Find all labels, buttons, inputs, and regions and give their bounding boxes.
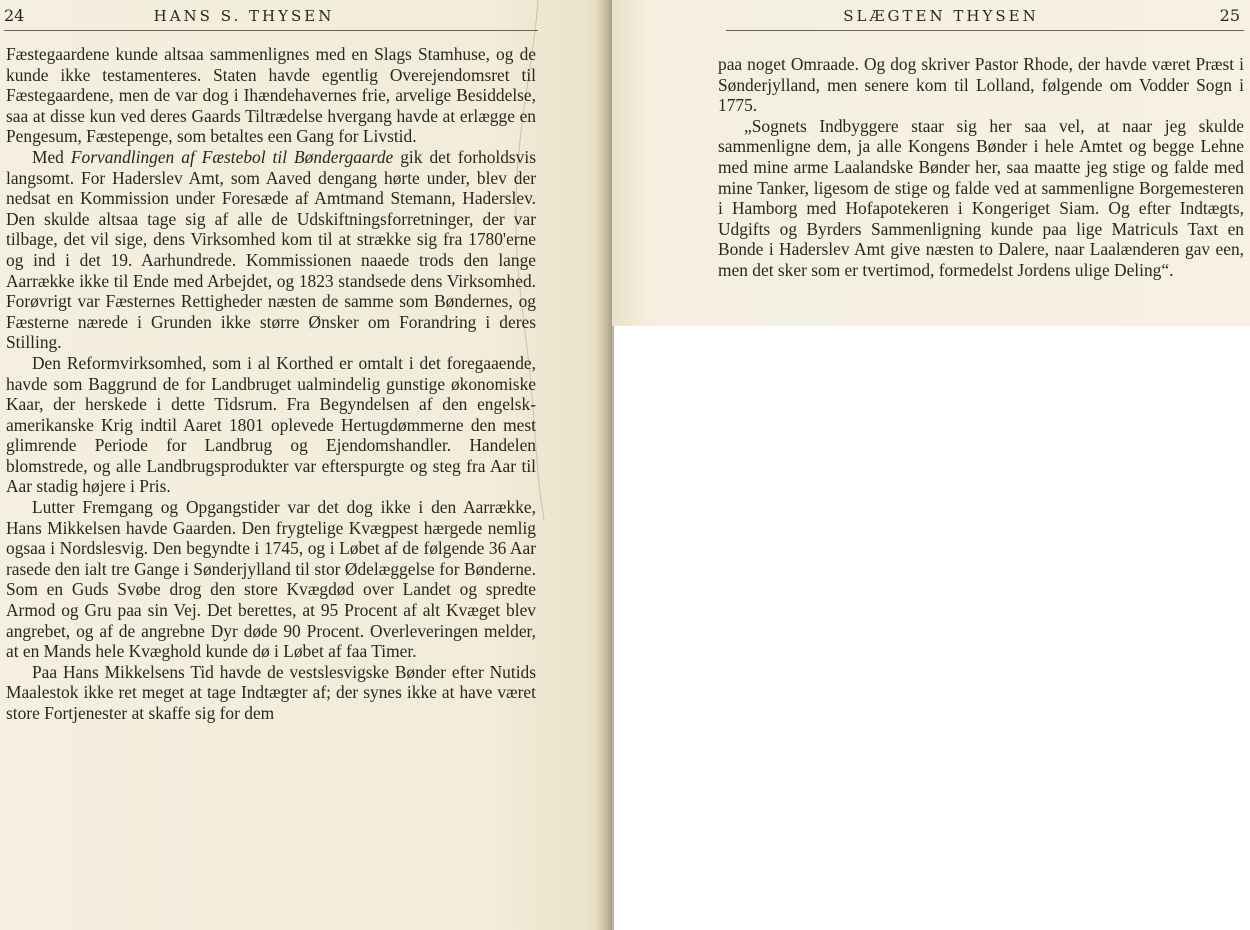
- paragraph: Fæstegaardene kunde altsaa sammenlignes med en Slags Stamhuse, og de kunde ikke testamenteres. Staten havde egentlig Overejendomsret til Fæstegaardene, men de var dog i Ihændehavernes frie, arvelige Besiddelse, saa at disse kun ved deres Gaards Tiltrædelse hvergang havde at erlægge en Pengesum, Fæstepenge, som betaltes een Gang for Livstid.: [6, 44, 536, 147]
- paragraph-italic-phrase: Forvandlingen af Fæstebol til Bøndergaarde: [70, 146, 394, 167]
- right-running-title: SLÆGTEN THYSEN: [843, 7, 1039, 25]
- left-page-number: 24: [4, 6, 25, 25]
- paragraph-rest: gik det forholdsvis langsomt. For Haderslev Amt, som Aaved dengang hørte under, blev der nedsat en Kommission under Foresæde af Amtmand Stemann, Haderslev. Den skulde altsaa tage sig af alle de Udskiftningsforretninger, der var tilbage, det vil sige, dens Virksomhed kom til at strække sig fra 1780'erne og ind i det 19. Aarhundrede. Kommissionen naaede trods den lange Aarrække ikke til Ende med Arbejdet, og 1823 standsede dens Virksomhed. Forøvrigt var Fæsternes Rettigheder næsten de samme som Bøndernes, og Fæsterne nærede i Grunden ikke større Ønsker om Forandring i deres Stilling.: [6, 146, 536, 353]
- left-running-head: [4, 4, 538, 31]
- paragraph: Den Reformvirksomhed, som i al Korthed er omtalt i det foregaaende, havde som Baggrund de for Landbruget ualmindelig gunstige økonomiske Kaar, der herskede i dette Tidsrum. Fra Begyndelsen af den engelsk-amerikanske Krig indtil Aaret 1801 oplevede Hertugdømmerne den mest glimrende Periode for Landbrug og Ejendomshandler. Handelen blomstrede, og alle Landbrugsprodukter var efterspurgte og steg fra Aar til Aar stadig højere i Pris.: [6, 352, 536, 497]
- left-running-title: HANS S. THYSEN: [153, 7, 335, 25]
- left-body-text: [6, 44, 536, 724]
- paragraph: [6, 147, 536, 353]
- paragraph: Lutter Fremgang og Opgangstider var det dog ikke i den Aarrække, Hans Mikkelsen havde Gaarden. Den frygtelige Kvægpest hærgede nemlig ogsaa i Nordslesvig. Den begyndte i 1745, og i Løbet af de følgende 36 Aar rasede den ialt tre Gange i Sønderjylland til stor Ødelæggelse for Bønderne. Som en Guds Svøbe drog den store Kvægdød over Landet og spredte Armod og Gru paa sin Vej. Det berettes, at 95 Procent af alt Kvæget blev angrebet, og af de angrebne Dyr døde 90 Procent. Overleveringen melder, at en Mands hele Kvæghold kunde dø i Løbet af faa Timer.: [6, 497, 536, 662]
- right-page-number: 25: [1219, 6, 1240, 25]
- right-body-text: [718, 54, 1244, 281]
- paragraph: „Sognets Indbyggere staar sig her saa vel, at naar jeg skulde sammenligne dem, ja alle Kongens Bønder i hele Amtet og begge Lehne med mine arme Laalandske Bønder her, saa maatte jeg stige og falde med mine Tanker, ligesom de stige og falde ved at sammenligne Borgemesteren i Hamborg med Hofapotekeren i Kongeriget Siam. Og efter Indtægts, Udgifts og Byrders Sammenligning kunde paa lige Matriculs Taxt en Bonde i Haderslev Amt give næsten to Dalere, naar Laalænderen gav een, men det sker som er tvertimod, formedelst Jordens ulige Deling“.: [718, 115, 1244, 280]
- paragraph-lead: Med: [32, 146, 71, 167]
- right-running-head: [726, 4, 1244, 31]
- paragraph: Paa Hans Mikkelsens Tid havde de vestslesvigske Bønder efter Nutids Maalestok ikke ret meget at tage Indtægter af; der synes ikke at have været store Fortjenester at skaffe sig for dem: [6, 661, 536, 723]
- paragraph: paa noget Omraade. Og dog skriver Pastor Rhode, der havde været Præst i Sønderjylland, men senere kom til Lolland, følgende om Vodder Sogn i 1775.: [718, 54, 1244, 116]
